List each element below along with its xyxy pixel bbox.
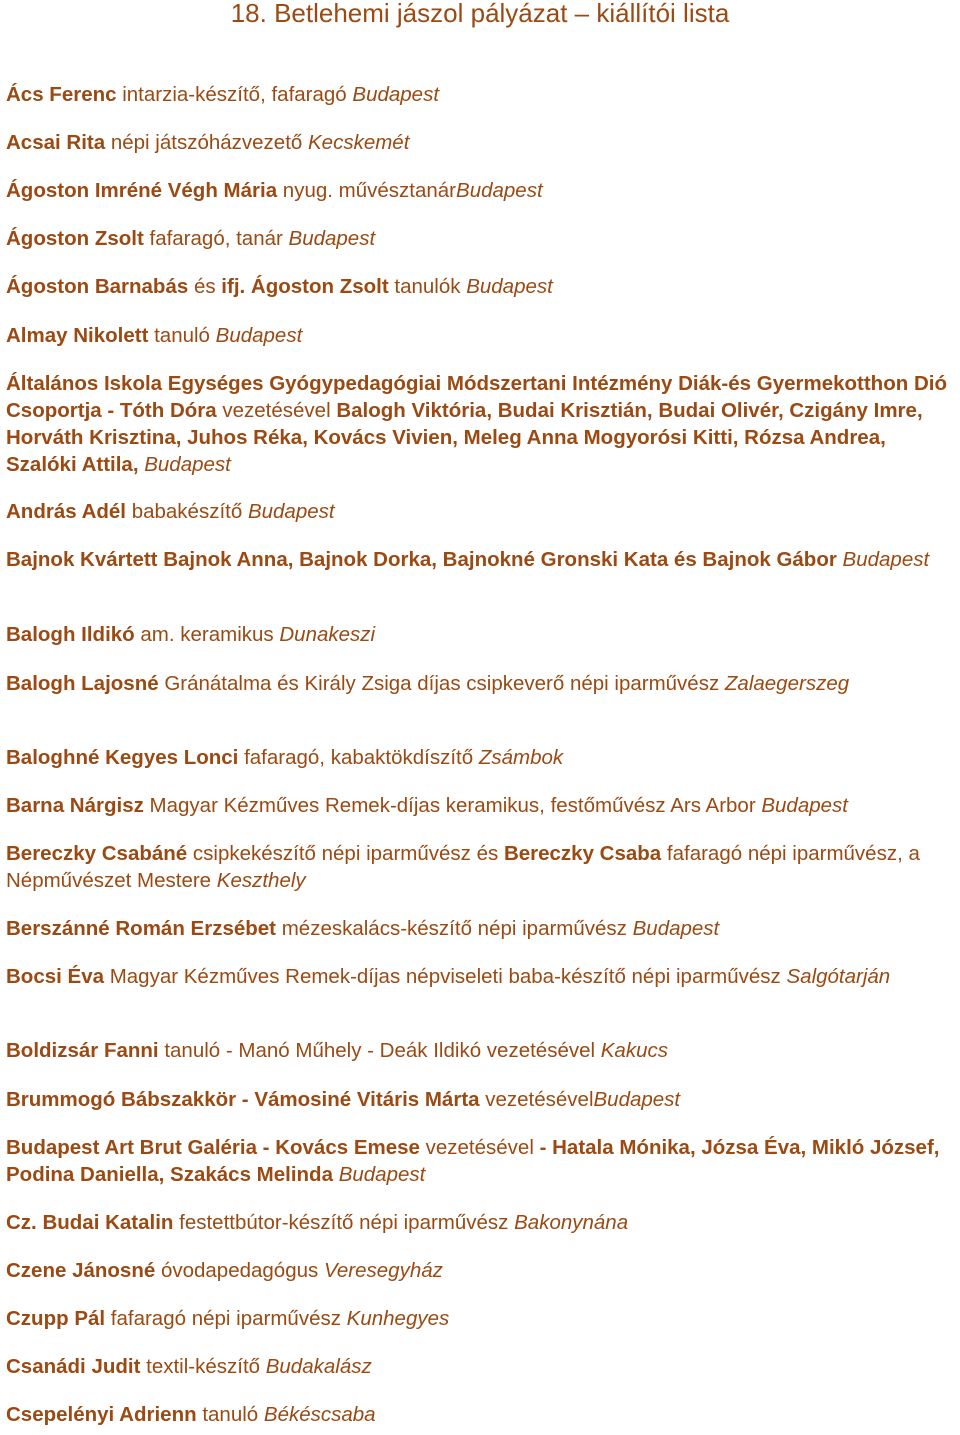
- exhibitor-entry: [6, 546, 956, 573]
- exhibitor-description: tanuló: [148, 324, 216, 347]
- exhibitor-description: Gránátalma és Király Zsiga díjas csipkeverő népi iparművész: [158, 672, 725, 695]
- exhibitor-entry: [6, 621, 956, 648]
- exhibitor-description: Magyar Kézműves Remek-díjas keramikus, festőművész Ars Arbor: [143, 794, 762, 817]
- exhibitor-entry: [6, 1209, 956, 1236]
- exhibitor-name: ifj. Ágoston Zsolt: [221, 275, 389, 298]
- page-title: 18. Betlehemi jászol pályázat – kiállítói lista: [230, 0, 730, 28]
- exhibitor-entry: [6, 177, 956, 204]
- exhibitor-entry: [6, 1086, 956, 1113]
- exhibitor-name: Ágoston Barnabás: [6, 275, 189, 298]
- exhibitor-location: Budapest: [338, 1163, 426, 1186]
- exhibitor-description: fafaragó, tanár: [143, 227, 289, 250]
- exhibitor-name: Czene Jánosné: [6, 1259, 156, 1282]
- exhibitor-location: Budapest: [144, 453, 231, 476]
- exhibitor-name: Almay Nikolett: [6, 324, 149, 347]
- exhibitor-location: Bakonynána: [514, 1211, 629, 1234]
- exhibitor-name: Általános Iskola Egységes Gyógypedagógiai Módszertani Intézmény Diák-és Gyermekotthon Dió Csoportja - Tóth Dóra: [6, 372, 947, 422]
- exhibitor-location: Budapest: [593, 1088, 681, 1111]
- exhibitor-name: Berszánné Román Erzsébet: [6, 917, 277, 940]
- exhibitor-entry: [6, 225, 956, 252]
- exhibitor-location: Zsámbok: [478, 746, 564, 769]
- exhibitor-description: és: [188, 275, 222, 298]
- exhibitor-entry: [6, 1353, 956, 1380]
- exhibitor-name: Bocsi Éva: [6, 965, 104, 988]
- exhibitor-name: Csanádi Judit: [6, 1355, 141, 1378]
- exhibitor-name: Ágoston Imréné Végh Mária: [6, 179, 278, 202]
- exhibitor-entry: [6, 963, 956, 990]
- exhibitor-location: Budapest: [466, 275, 553, 298]
- exhibitor-entry: [6, 840, 956, 894]
- exhibitor-entry: [6, 1134, 956, 1188]
- exhibitor-location: Dunakeszi: [279, 623, 376, 646]
- exhibitor-location: Kunhegyes: [346, 1307, 450, 1330]
- exhibitor-description: festettbútor-készítő népi iparművész: [173, 1211, 515, 1234]
- exhibitor-location: Zalaegerszeg: [724, 672, 850, 695]
- exhibitor-entry: [6, 670, 956, 697]
- exhibitor-entry: [6, 1401, 956, 1428]
- exhibitor-location: Kakucs: [600, 1039, 668, 1062]
- exhibitor-location: Budapest: [352, 83, 440, 106]
- exhibitor-entry: [6, 1305, 956, 1332]
- exhibitor-description: népi játszóházvezető: [105, 131, 308, 154]
- exhibitor-location: Budakalász: [265, 1355, 372, 1378]
- exhibitor-name: Brummogó Bábszakkör - Vámosiné Vitáris Márta: [6, 1088, 480, 1111]
- exhibitor-entry: [6, 498, 956, 525]
- exhibitor-name: Cz. Budai Katalin: [6, 1211, 174, 1234]
- exhibitor-location: Keszthely: [216, 869, 306, 892]
- exhibitor-location: Budapest: [632, 917, 720, 940]
- exhibitor-name: Ács Ferenc: [6, 83, 117, 106]
- exhibitor-name: Balogh Ildikó: [6, 623, 135, 646]
- exhibitor-description: vezetésével: [479, 1088, 594, 1111]
- exhibitor-entry: [6, 1257, 956, 1284]
- exhibitor-name: Bereczky Csaba: [503, 842, 662, 865]
- exhibitor-name: Bajnok Kvártett Bajnok Anna, Bajnok Dorka, Bajnokné Gronski Kata és Bajnok Gábor: [6, 548, 837, 571]
- exhibitor-entry: [6, 370, 956, 478]
- exhibitor-description: tanuló - Manó Műhely - Deák Ildikó vezetésével: [158, 1039, 601, 1062]
- exhibitor-location: Budapest: [842, 548, 930, 571]
- exhibitor-name: Czupp Pál: [6, 1307, 106, 1330]
- exhibitor-location: Salgótarján: [786, 965, 891, 988]
- exhibitor-location: Kecskemét: [308, 131, 410, 154]
- exhibitor-entry: [6, 129, 956, 156]
- exhibitor-name: Baloghné Kegyes Lonci: [6, 746, 239, 769]
- exhibitor-location: Budapest: [761, 794, 848, 817]
- exhibitor-description: nyug. művésztanár: [277, 179, 457, 202]
- exhibitor-description: Magyar Kézműves Remek-díjas népviseleti baba-készítő népi iparművész: [104, 965, 787, 988]
- exhibitor-description: babakészítő: [126, 500, 248, 523]
- exhibitor-entry: [6, 744, 956, 771]
- exhibitor-name: Ágoston Zsolt: [6, 227, 144, 250]
- exhibitor-location: Budapest: [215, 324, 303, 347]
- exhibitor-name: Balogh Lajosné: [6, 672, 159, 695]
- exhibitor-location: Budapest: [456, 179, 543, 202]
- exhibitor-entry: [6, 81, 956, 108]
- exhibitor-description: csipkekészítő népi iparművész és: [187, 842, 504, 865]
- exhibitor-description: fafaragó, kabaktökdíszítő: [238, 746, 479, 769]
- exhibitor-description: mézeskalács-készítő népi iparművész: [276, 917, 633, 940]
- exhibitor-name: Budapest Art Brut Galéria - Kovács Emese: [6, 1136, 420, 1159]
- exhibitor-name: Bereczky Csabáné: [6, 842, 188, 865]
- exhibitor-entry: [6, 322, 956, 349]
- exhibitor-name: András Adél: [6, 500, 126, 523]
- exhibitor-entry: [6, 273, 956, 300]
- exhibitor-entry: [6, 1037, 956, 1064]
- exhibitor-description: vezetésével: [216, 399, 337, 422]
- exhibitor-location: Budapest: [247, 500, 335, 523]
- exhibitor-description: tanuló: [196, 1403, 264, 1426]
- exhibitor-location: Veresegyház: [323, 1259, 443, 1282]
- exhibitor-description: fafaragó népi iparművész, a Népművészet Mestere: [6, 842, 920, 892]
- exhibitor-name: Csepelényi Adrienn: [6, 1403, 197, 1426]
- exhibitor-description: tanulók: [388, 275, 467, 298]
- exhibitor-entry: [6, 915, 956, 942]
- exhibitor-name: Balogh Viktória, Budai Krisztián, Budai Olivér, Czigány Imre, Horváth Krisztina, Juhos Réka, Kovács Vivien, Meleg Anna Mogyorósi Kitti, Rózsa Andrea, Szalóki Attila,: [6, 399, 923, 476]
- exhibitor-location: Budapest: [288, 227, 376, 250]
- exhibitor-description: fafaragó népi iparművész: [105, 1307, 347, 1330]
- exhibitor-description: intarzia-készítő, fafaragó: [116, 83, 353, 106]
- exhibitor-description: óvodapedagógus: [155, 1259, 324, 1282]
- exhibitor-name: Acsai Rita: [6, 131, 106, 154]
- exhibitor-description: vezetésével: [419, 1136, 540, 1159]
- exhibitor-name: Barna Nárgisz: [6, 794, 144, 817]
- exhibitor-description: textil-készítő: [140, 1355, 266, 1378]
- exhibitor-description: am. keramikus: [134, 623, 280, 646]
- exhibitor-name: - Hatala Mónika, Józsa Éva, Mikló József, Podina Daniella, Szakács Melinda: [6, 1136, 940, 1186]
- exhibitor-entry: [6, 792, 956, 819]
- exhibitor-name: Boldizsár Fanni: [6, 1039, 159, 1062]
- exhibitor-location: Békéscsaba: [263, 1403, 376, 1426]
